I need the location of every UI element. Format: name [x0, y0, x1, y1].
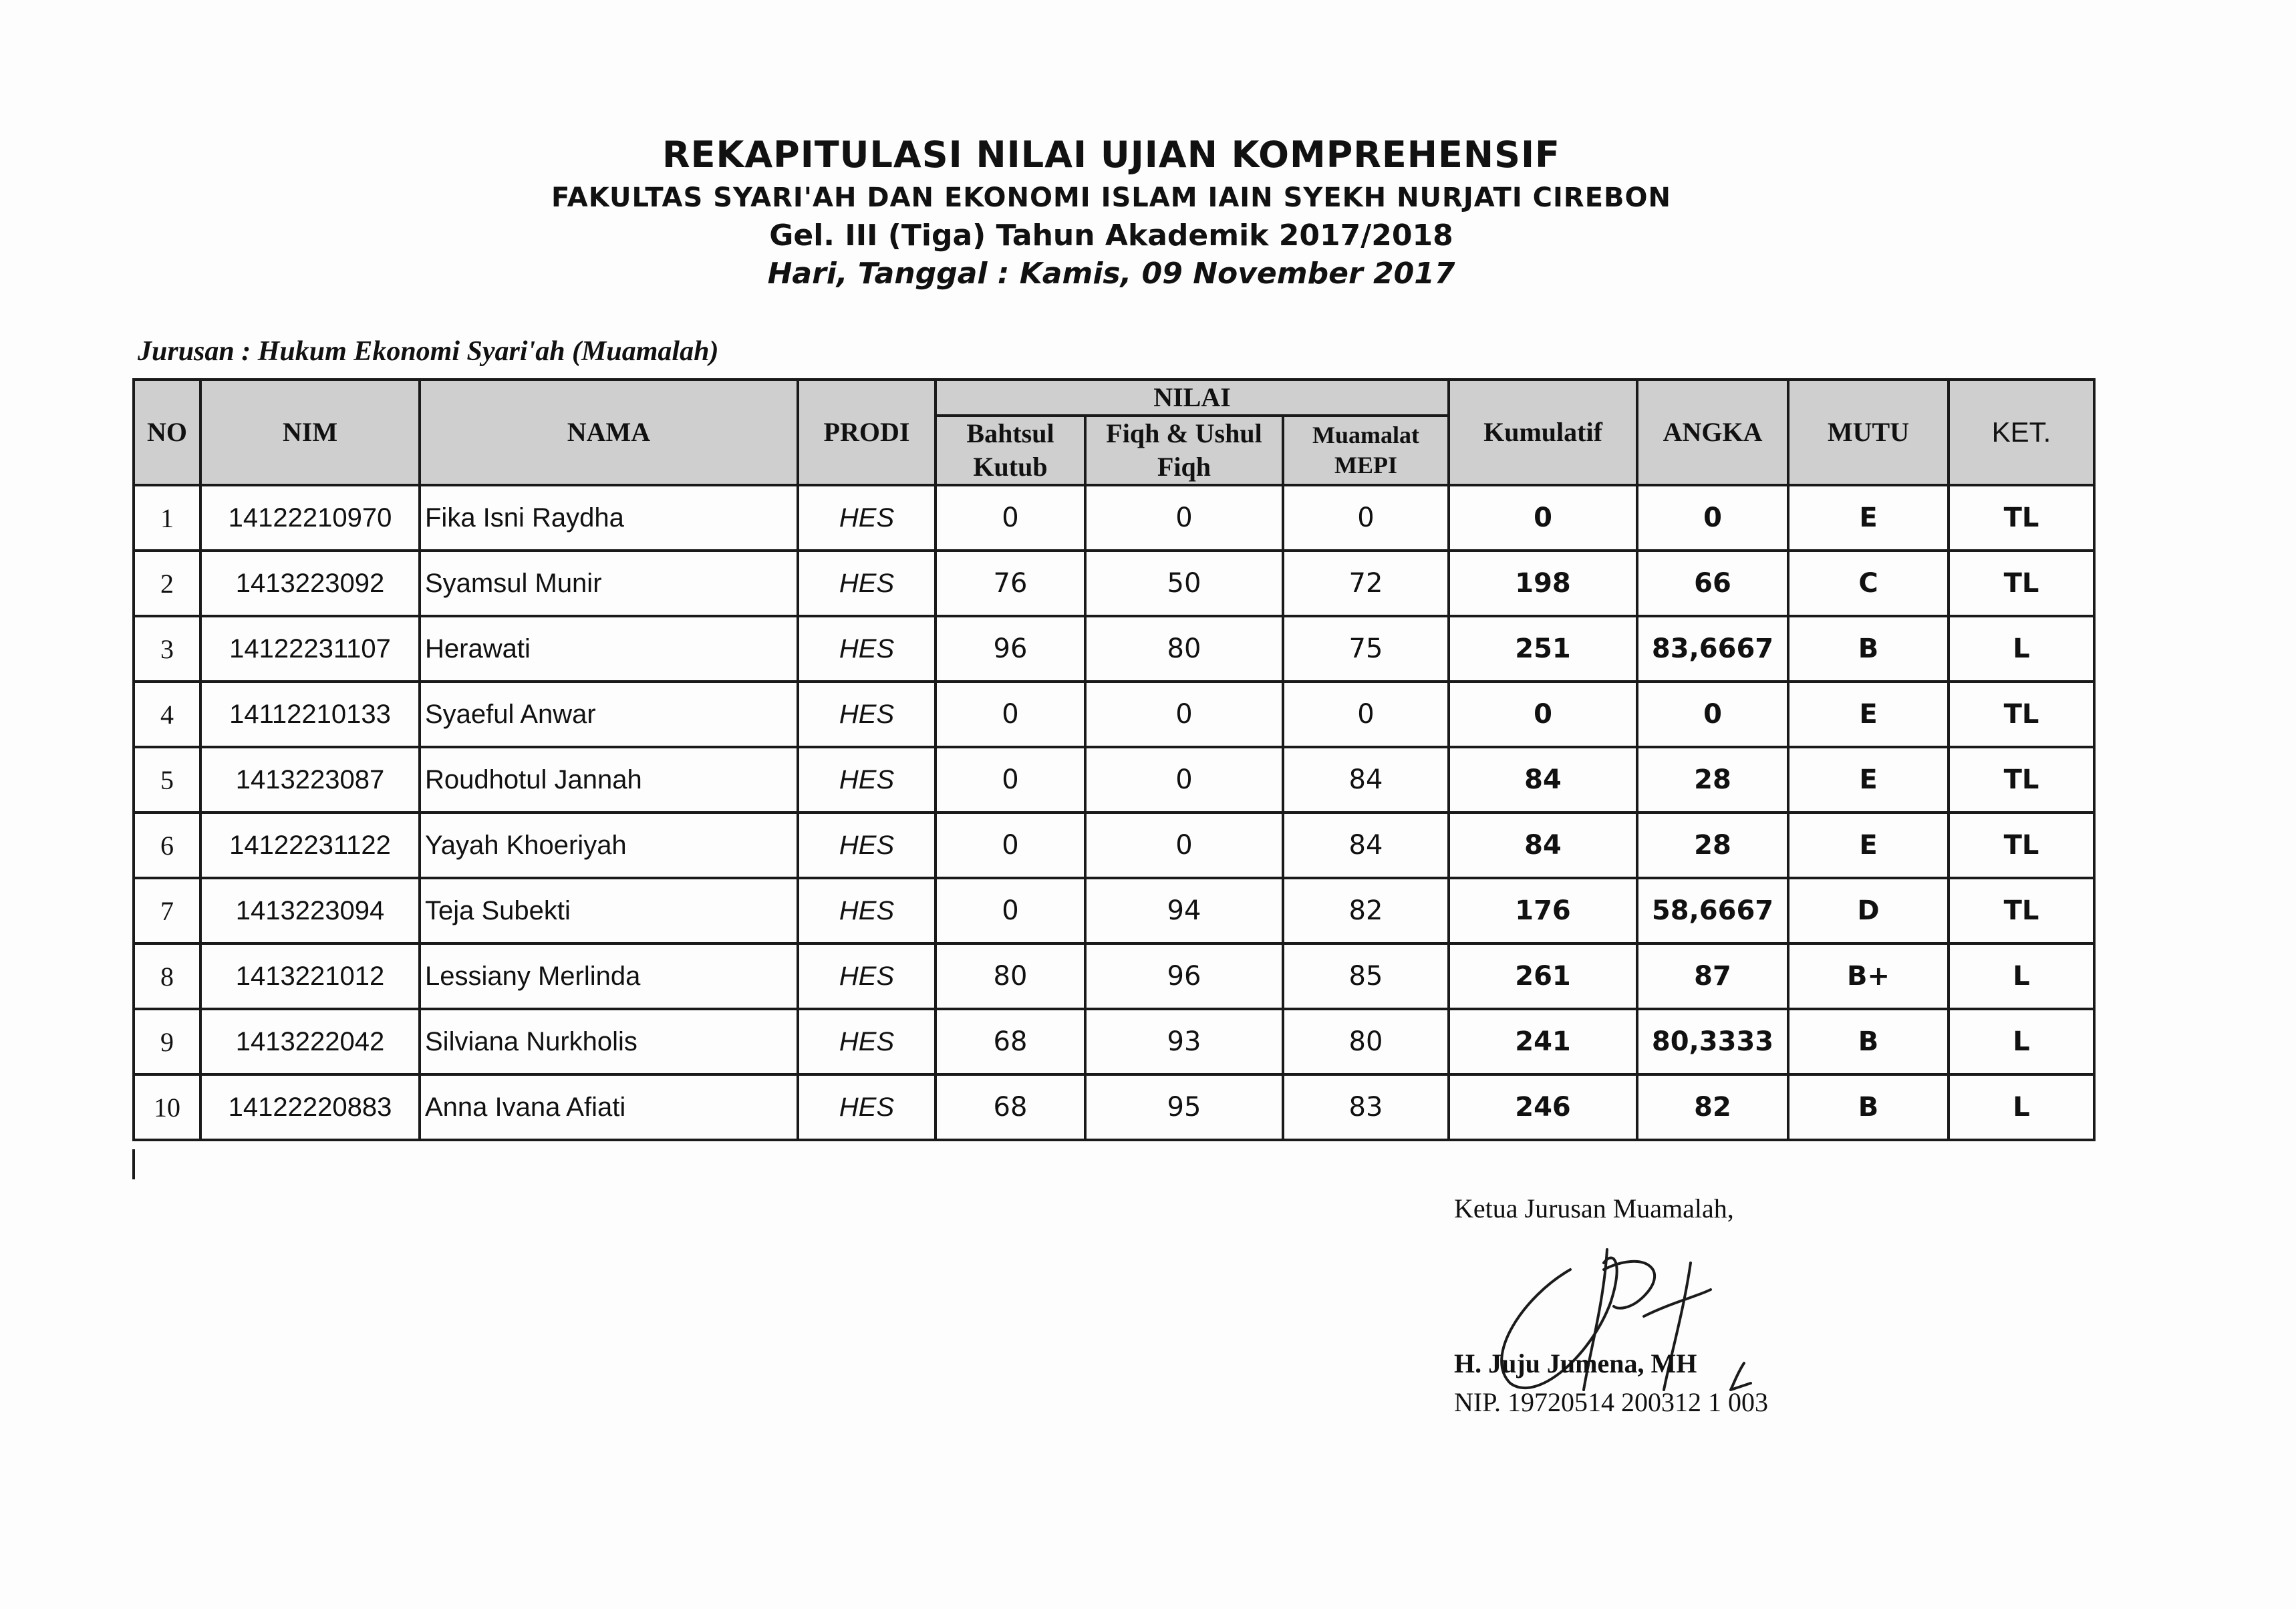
cell-nim: 14122210970 — [200, 485, 420, 551]
cell-bahtsul-kutub: 0 — [936, 878, 1085, 943]
cell-bahtsul-kutub: 76 — [936, 551, 1085, 616]
cell-nama: Silviana Nurkholis — [420, 1009, 798, 1074]
cell-nim: 1413221012 — [200, 943, 420, 1009]
header-nama: NAMA — [420, 380, 798, 485]
department-label: Jurusan : Hukum Ekonomi Syari'ah (Muamalah) — [138, 336, 719, 367]
cell-prodi: HES — [798, 1074, 936, 1140]
cell-no: 4 — [134, 682, 200, 747]
cell-kumulatif: 176 — [1449, 878, 1637, 943]
cell-bahtsul-kutub: 80 — [936, 943, 1085, 1009]
cell-no: 10 — [134, 1074, 200, 1140]
table-body — [134, 485, 2094, 1140]
cell-kumulatif: 0 — [1449, 485, 1637, 551]
cell-ket: TL — [1949, 813, 2094, 878]
cell-ket: L — [1949, 616, 2094, 682]
cell-muamalat-mepi: 72 — [1283, 551, 1449, 616]
table-row — [134, 551, 2094, 616]
header-bahtsul-kutub: Bahtsul Kutub — [936, 416, 1085, 485]
table-row — [134, 485, 2094, 551]
cell-ket: L — [1949, 1009, 2094, 1074]
cell-prodi: HES — [798, 878, 936, 943]
table-left-border-extension — [132, 1149, 135, 1179]
document-header — [0, 134, 2296, 291]
cell-prodi: HES — [798, 616, 936, 682]
signer-role: Ketua Jurusan Muamalah, — [1454, 1193, 1734, 1223]
cell-muamalat-mepi: 0 — [1283, 682, 1449, 747]
cell-angka: 0 — [1637, 682, 1788, 747]
cell-prodi: HES — [798, 485, 936, 551]
header-mutu: MUTU — [1788, 380, 1949, 485]
cell-ket: L — [1949, 943, 2094, 1009]
cell-bahtsul-kutub: 68 — [936, 1009, 1085, 1074]
cell-no: 5 — [134, 747, 200, 813]
grades-table — [132, 378, 2096, 1141]
header-no: NO — [134, 380, 200, 485]
cell-fiqh-ushul-fiqh: 0 — [1085, 813, 1283, 878]
cell-muamalat-mepi: 84 — [1283, 813, 1449, 878]
cell-fiqh-ushul-fiqh: 94 — [1085, 878, 1283, 943]
cell-nama: Herawati — [420, 616, 798, 682]
cell-mutu: D — [1788, 878, 1949, 943]
cell-angka: 58,6667 — [1637, 878, 1788, 943]
cell-fiqh-ushul-fiqh: 95 — [1085, 1074, 1283, 1140]
table-row — [134, 1074, 2094, 1140]
cell-no: 6 — [134, 813, 200, 878]
cell-muamalat-mepi: 82 — [1283, 878, 1449, 943]
cell-nama: Teja Subekti — [420, 878, 798, 943]
header-muamalat-mepi: Muamalat MEPI — [1283, 416, 1449, 485]
cell-nama: Syaeful Anwar — [420, 682, 798, 747]
cell-kumulatif: 241 — [1449, 1009, 1637, 1074]
cell-no: 9 — [134, 1009, 200, 1074]
header-angka: ANGKA — [1637, 380, 1788, 485]
cell-ket: TL — [1949, 682, 2094, 747]
cell-kumulatif: 198 — [1449, 551, 1637, 616]
cell-muamalat-mepi: 85 — [1283, 943, 1449, 1009]
table-row — [134, 682, 2094, 747]
cell-kumulatif: 0 — [1449, 682, 1637, 747]
cell-muamalat-mepi: 84 — [1283, 747, 1449, 813]
cell-muamalat-mepi: 75 — [1283, 616, 1449, 682]
header-nilai: NILAI — [936, 380, 1449, 416]
cell-angka: 80,3333 — [1637, 1009, 1788, 1074]
cell-muamalat-mepi: 83 — [1283, 1074, 1449, 1140]
cell-prodi: HES — [798, 943, 936, 1009]
cell-mutu: B — [1788, 616, 1949, 682]
table-header — [134, 380, 2094, 485]
header-kumulatif: Kumulatif — [1449, 380, 1637, 485]
cell-nim: 14122220883 — [200, 1074, 420, 1140]
cell-nama: Syamsul Munir — [420, 551, 798, 616]
cell-nama: Yayah Khoeriyah — [420, 813, 798, 878]
cell-prodi: HES — [798, 551, 936, 616]
table-row — [134, 747, 2094, 813]
cell-angka: 0 — [1637, 485, 1788, 551]
signer-nip: NIP. 19720514 200312 1 003 — [1454, 1387, 1769, 1417]
cell-ket: TL — [1949, 747, 2094, 813]
cell-bahtsul-kutub: 0 — [936, 813, 1085, 878]
document-title: REKAPITULASI NILAI UJIAN KOMPREHENSIF — [662, 134, 1560, 176]
cell-angka: 83,6667 — [1637, 616, 1788, 682]
cell-nim: 1413223094 — [200, 878, 420, 943]
cell-mutu: E — [1788, 682, 1949, 747]
header-fiqh-ushul-fiqh: Fiqh & Ushul Fiqh — [1085, 416, 1283, 485]
cell-nim: 1413223087 — [200, 747, 420, 813]
cell-nim: 14122231122 — [200, 813, 420, 878]
cell-no: 1 — [134, 485, 200, 551]
cell-prodi: HES — [798, 682, 936, 747]
cell-nama: Anna Ivana Afiati — [420, 1074, 798, 1140]
table-row — [134, 878, 2094, 943]
academic-period: Gel. III (Tiga) Tahun Akademik 2017/2018 — [769, 218, 1453, 253]
cell-kumulatif: 261 — [1449, 943, 1637, 1009]
cell-ket: TL — [1949, 485, 2094, 551]
cell-bahtsul-kutub: 0 — [936, 747, 1085, 813]
cell-mutu: C — [1788, 551, 1949, 616]
cell-kumulatif: 84 — [1449, 813, 1637, 878]
header-nim: NIM — [200, 380, 420, 485]
cell-fiqh-ushul-fiqh: 80 — [1085, 616, 1283, 682]
cell-ket: TL — [1949, 878, 2094, 943]
cell-muamalat-mepi: 0 — [1283, 485, 1449, 551]
cell-nim: 14112210133 — [200, 682, 420, 747]
cell-mutu: B+ — [1788, 943, 1949, 1009]
cell-ket: TL — [1949, 551, 2094, 616]
cell-fiqh-ushul-fiqh: 0 — [1085, 747, 1283, 813]
cell-nama: Lessiany Merlinda — [420, 943, 798, 1009]
cell-fiqh-ushul-fiqh: 0 — [1085, 485, 1283, 551]
exam-date: Hari, Tanggal : Kamis, 09 November 2017 — [767, 257, 1455, 291]
cell-muamalat-mepi: 80 — [1283, 1009, 1449, 1074]
cell-nim: 1413222042 — [200, 1009, 420, 1074]
table-row — [134, 943, 2094, 1009]
cell-angka: 66 — [1637, 551, 1788, 616]
cell-fiqh-ushul-fiqh: 93 — [1085, 1009, 1283, 1074]
header-prodi: PRODI — [798, 380, 936, 485]
cell-fiqh-ushul-fiqh: 96 — [1085, 943, 1283, 1009]
cell-no: 3 — [134, 616, 200, 682]
cell-prodi: HES — [798, 1009, 936, 1074]
cell-nim: 14122231107 — [200, 616, 420, 682]
cell-mutu: E — [1788, 485, 1949, 551]
cell-bahtsul-kutub: 0 — [936, 485, 1085, 551]
cell-fiqh-ushul-fiqh: 50 — [1085, 551, 1283, 616]
cell-no: 7 — [134, 878, 200, 943]
header-ket: KET. — [1949, 380, 2094, 485]
cell-nama: Fika Isni Raydha — [420, 485, 798, 551]
cell-ket: L — [1949, 1074, 2094, 1140]
cell-fiqh-ushul-fiqh: 0 — [1085, 682, 1283, 747]
cell-mutu: E — [1788, 813, 1949, 878]
cell-mutu: E — [1788, 747, 1949, 813]
cell-mutu: B — [1788, 1009, 1949, 1074]
faculty-name: FAKULTAS SYARI'AH DAN EKONOMI ISLAM IAIN SYEKH NURJATI CIREBON — [551, 182, 1671, 213]
cell-kumulatif: 246 — [1449, 1074, 1637, 1140]
signature-block — [1454, 1193, 1769, 1417]
cell-angka: 28 — [1637, 813, 1788, 878]
cell-kumulatif: 251 — [1449, 616, 1637, 682]
cell-mutu: B — [1788, 1074, 1949, 1140]
cell-nama: Roudhotul Jannah — [420, 747, 798, 813]
cell-angka: 82 — [1637, 1074, 1788, 1140]
cell-nim: 1413223092 — [200, 551, 420, 616]
cell-angka: 28 — [1637, 747, 1788, 813]
table-row — [134, 616, 2094, 682]
table-row — [134, 813, 2094, 878]
cell-no: 2 — [134, 551, 200, 616]
cell-bahtsul-kutub: 0 — [936, 682, 1085, 747]
cell-bahtsul-kutub: 96 — [936, 616, 1085, 682]
cell-kumulatif: 84 — [1449, 747, 1637, 813]
table-row — [134, 1009, 2094, 1074]
cell-prodi: HES — [798, 747, 936, 813]
signer-name: H. Juju Jumena, MH — [1454, 1348, 1697, 1378]
cell-bahtsul-kutub: 68 — [936, 1074, 1085, 1140]
cell-prodi: HES — [798, 813, 936, 878]
cell-angka: 87 — [1637, 943, 1788, 1009]
cell-no: 8 — [134, 943, 200, 1009]
